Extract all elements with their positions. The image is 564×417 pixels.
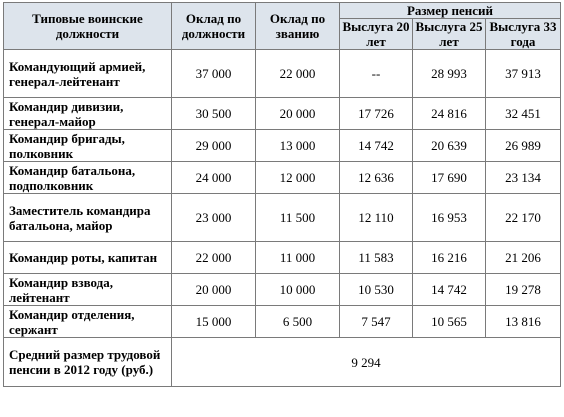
cell-pension-33: 22 170	[486, 194, 561, 242]
cell-salary-rank: 11 000	[256, 242, 340, 274]
cell-pension-33: 19 278	[486, 274, 561, 306]
header-row-1	[4, 3, 561, 19]
cell-pension-25: 14 742	[413, 274, 486, 306]
table-row	[4, 162, 561, 194]
cell-pension-33: 23 134	[486, 162, 561, 194]
cell-salary-rank: 20 000	[256, 98, 340, 130]
cell-salary-position: 22 000	[172, 242, 256, 274]
table-row	[4, 306, 561, 338]
cell-position: Командир бригады, полковник	[4, 130, 172, 162]
header-service-25: Выслуга 25 лет	[413, 19, 486, 50]
cell-pension-25: 10 565	[413, 306, 486, 338]
cell-salary-position: 30 500	[172, 98, 256, 130]
header-salary-rank: Оклад по званию	[256, 3, 340, 50]
cell-salary-position: 15 000	[172, 306, 256, 338]
cell-salary-position: 29 000	[172, 130, 256, 162]
cell-pension-25: 24 816	[413, 98, 486, 130]
cell-pension-20: 7 547	[340, 306, 413, 338]
cell-position: Командир батальона, подполковник	[4, 162, 172, 194]
cell-pension-33: 26 989	[486, 130, 561, 162]
cell-pension-33: 32 451	[486, 98, 561, 130]
cell-pension-20: 12 110	[340, 194, 413, 242]
cell-pension-25: 16 953	[413, 194, 486, 242]
cell-pension-25: 28 993	[413, 50, 486, 98]
cell-pension-20: 10 530	[340, 274, 413, 306]
cell-pension-25: 17 690	[413, 162, 486, 194]
table-row	[4, 242, 561, 274]
cell-position: Заместитель командира батальона, майор	[4, 194, 172, 242]
table-row	[4, 274, 561, 306]
cell-pension-20: 14 742	[340, 130, 413, 162]
cell-salary-rank: 12 000	[256, 162, 340, 194]
table-row	[4, 130, 561, 162]
footer-value: 9 294	[172, 338, 561, 387]
cell-salary-position: 23 000	[172, 194, 256, 242]
cell-salary-rank: 10 000	[256, 274, 340, 306]
cell-salary-position: 37 000	[172, 50, 256, 98]
cell-salary-rank: 22 000	[256, 50, 340, 98]
table-row	[4, 98, 561, 130]
footer-row	[4, 338, 561, 387]
cell-salary-position: 24 000	[172, 162, 256, 194]
cell-position: Командующий армией, генерал-лейтенант	[4, 50, 172, 98]
cell-pension-33: 37 913	[486, 50, 561, 98]
cell-position: Командир дивизии, генерал-майор	[4, 98, 172, 130]
header-service-33: Выслуга 33 года	[486, 19, 561, 50]
header-salary-position: Оклад по должности	[172, 3, 256, 50]
cell-pension-20: --	[340, 50, 413, 98]
cell-salary-rank: 6 500	[256, 306, 340, 338]
header-pension-group: Размер пенсий	[340, 3, 561, 19]
table-row	[4, 194, 561, 242]
cell-pension-25: 16 216	[413, 242, 486, 274]
pension-table	[3, 2, 561, 387]
cell-pension-20: 17 726	[340, 98, 413, 130]
table-row	[4, 50, 561, 98]
header-service-20: Выслуга 20 лет	[340, 19, 413, 50]
footer-label: Средний размер трудовой пенсии в 2012 году (руб.)	[4, 338, 172, 387]
cell-salary-rank: 11 500	[256, 194, 340, 242]
cell-pension-33: 21 206	[486, 242, 561, 274]
cell-pension-20: 11 583	[340, 242, 413, 274]
cell-salary-rank: 13 000	[256, 130, 340, 162]
cell-position: Командир взвода, лейтенант	[4, 274, 172, 306]
cell-salary-position: 20 000	[172, 274, 256, 306]
cell-pension-25: 20 639	[413, 130, 486, 162]
cell-position: Командир отделения, сержант	[4, 306, 172, 338]
cell-position: Командир роты, капитан	[4, 242, 172, 274]
cell-pension-33: 13 816	[486, 306, 561, 338]
cell-pension-20: 12 636	[340, 162, 413, 194]
table-body	[4, 50, 561, 387]
header-position: Типовые воинские должности	[4, 3, 172, 50]
